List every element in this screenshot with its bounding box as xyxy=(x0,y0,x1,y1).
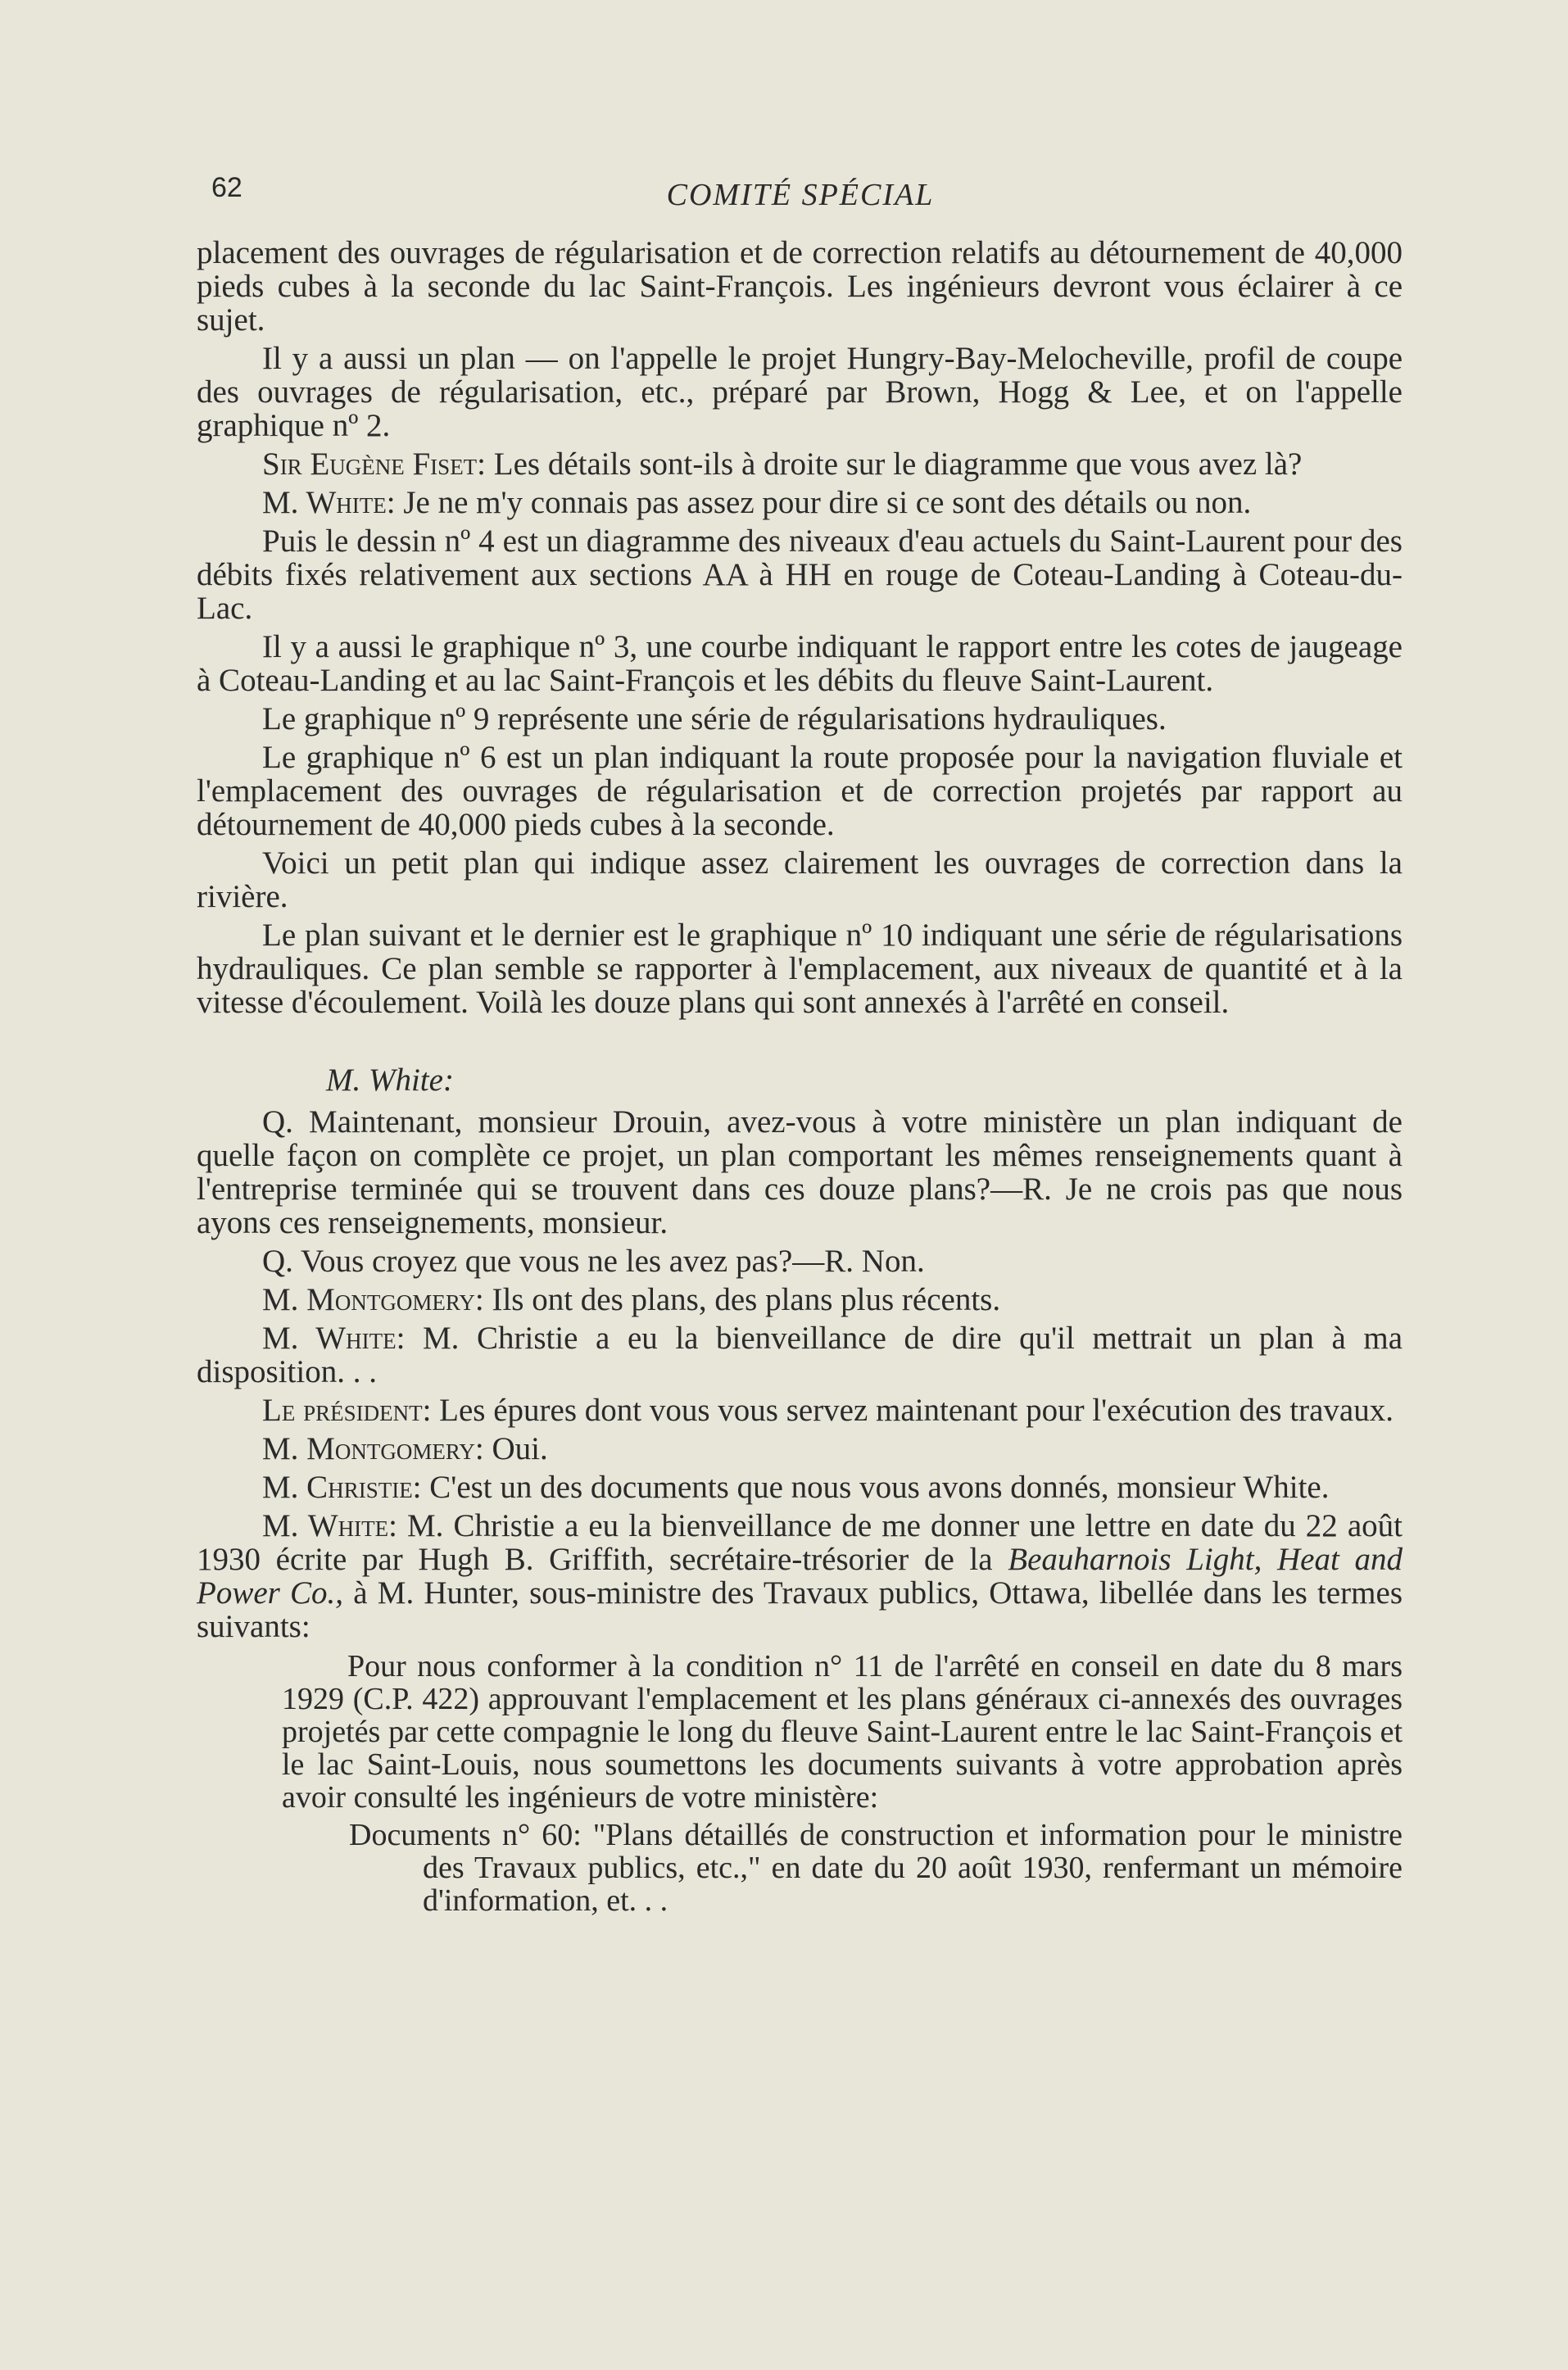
page-body xyxy=(197,236,1403,1917)
speech-paragraph xyxy=(197,486,1403,519)
speech-paragraph xyxy=(197,1509,1403,1643)
company-name: Beauharnois Light, Heat and Power Co., xyxy=(197,1542,1403,1611)
speech-paragraph xyxy=(197,447,1403,481)
speech-text: Oui. xyxy=(492,1431,548,1466)
page-number: 62 xyxy=(211,172,242,203)
paragraph-continued: placement des ouvrages de régularisation et de correction relatifs au détournement de 40,000 pieds cubes à la seconde du lac Saint-François. Les ingénieurs devront vous éclairer à ce sujet. xyxy=(197,235,1403,338)
speech-text: Les détails sont-ils à droite sur le diagramme que vous avez là? xyxy=(493,446,1303,482)
question-answer: Q. Vous croyez que vous ne les avez pas?—R. Non. xyxy=(262,1244,925,1279)
paragraph: Puis le dessin nº 4 est un diagramme des niveaux d'eau actuels du Saint-Laurent pour des débits fixés relativement aux sections AA à HH en rouge de Coteau-Landing à Coteau-du-Lac. xyxy=(197,523,1403,626)
paragraph: Le graphique nº 9 représente une série de régularisations hydrauliques. xyxy=(262,701,1167,736)
speech-text: Ils ont des plans, des plans plus récents. xyxy=(492,1282,1001,1317)
speech-paragraph xyxy=(197,1432,1403,1466)
speech-text: M. Christie a eu la bienveillance de me donner une lettre en date du 22 août 1930 écrite par Hugh B. Griffith, secrétaire-trésorier de la xyxy=(197,1508,1403,1577)
speaker-name: M. Montgomery: xyxy=(262,1282,484,1317)
paragraph: Le graphique nº 6 est un plan indiquant la route proposée pour la navigation fluviale et l'emplacement des ouvrages de régularisation et de correction projetés par rapport au détournement de 40,000 pieds cubes à la seconde. xyxy=(197,740,1403,842)
speech-text: M. Christie a eu la bienveillance de dire qu'il mettrait un plan à ma disposition. . . xyxy=(197,1321,1403,1389)
speaker-name: M. White: xyxy=(262,485,396,520)
speech-paragraph xyxy=(197,1393,1403,1427)
speech-text: C'est un des documents que nous vous avons donnés, monsieur White. xyxy=(429,1470,1330,1505)
quoted-letter: Pour nous conformer à la condition n° 11 de l'arrêté en conseil en date du 8 mars 1929 (C.P. 422) approuvant l'emplacement et les plans généraux ci-annexés des ouvrages projetés par cette compagnie le long du fleuve Saint-Laurent entre le lac Saint-François et le lac Saint-Louis, nous soumettons les documents suivants à votre approbation après avoir consulté les ingénieurs de votre ministère: xyxy=(282,1649,1403,1815)
speaker-name: Le président: xyxy=(262,1393,432,1428)
speaker-name: M. White: xyxy=(262,1508,397,1543)
paragraph: Le plan suivant et le dernier est le graphique nº 10 indiquant une série de régularisations hydrauliques. Ce plan semble se rapporter à l'emplacement, aux niveaux de quantité et à la vitesse d'écoulement. Voilà les douze plans qui sont annexés à l'arrêté en conseil. xyxy=(197,918,1403,1020)
examiner-heading: M. White: xyxy=(326,1063,454,1098)
paragraph: Il y a aussi un plan — on l'appelle le projet Hungry-Bay-Melocheville, profil de coupe des ouvrages de régularisation, etc., préparé par Brown, Hogg & Lee, et on l'appelle graphique nº 2. xyxy=(197,341,1403,443)
running-title: COMITÉ SPÉCIAL xyxy=(666,178,935,212)
speech-paragraph xyxy=(197,1283,1403,1316)
speech-text: à M. Hunter, sous-ministre des Travaux publics, Ottawa, libellée dans les termes suivants: xyxy=(197,1575,1403,1644)
paragraph: Il y a aussi le graphique nº 3, une courbe indiquant le rapport entre les cotes de jaugeage à Coteau-Landing et au lac Saint-François et les débits du fleuve Saint-Laurent. xyxy=(197,629,1403,698)
paragraph: Voici un petit plan qui indique assez clairement les ouvrages de correction dans la rivière. xyxy=(197,845,1403,914)
speaker-name: M. Montgomery: xyxy=(262,1431,484,1466)
speaker-name: Sir Eugène Fiset: xyxy=(262,446,487,482)
speech-paragraph xyxy=(197,1470,1403,1504)
speaker-name: M. Christie: xyxy=(262,1470,422,1505)
quoted-document-entry: Documents n° 60: "Plans détaillés de construction et information pour le ministre des Travaux publics, etc.," en date du 20 août 1930, renfermant un mémoire d'information, et. . . xyxy=(349,1818,1403,1918)
speech-text: Je ne m'y connais pas assez pour dire si ce sont des détails ou non. xyxy=(403,485,1252,520)
speech-paragraph xyxy=(197,1321,1403,1389)
speech-text: Les épures dont vous vous servez maintenant pour l'exécution des travaux. xyxy=(439,1393,1394,1428)
speaker-name: M. White: xyxy=(262,1321,406,1356)
question-answer: Q. Maintenant, monsieur Drouin, avez-vous à votre ministère un plan indiquant de quelle façon on complète ce projet, un plan comportant les mêmes renseignements quant à l'entreprise terminée qui se trouvent dans ces douze plans?—R. Je ne crois pas que nous ayons ces renseignements, monsieur. xyxy=(197,1104,1403,1240)
